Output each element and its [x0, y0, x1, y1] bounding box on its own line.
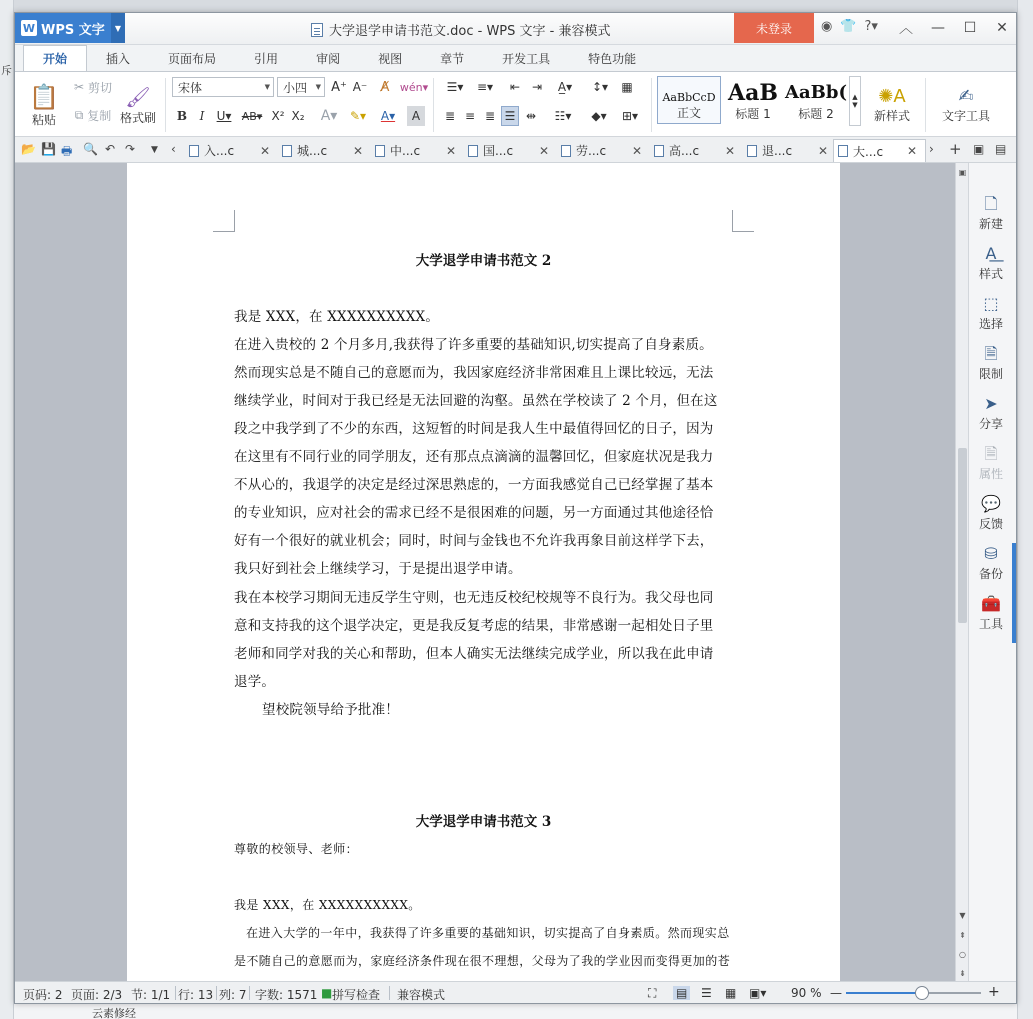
font-color-icon[interactable]: A▾ [380, 109, 396, 123]
distribute-icon[interactable]: ⇹ [525, 109, 537, 123]
margin-marker [213, 210, 235, 232]
text-line: 我是 XXX，在 XXXXXXXXXX。 [234, 898, 421, 912]
task-pane [968, 163, 1012, 981]
properties-icon: 🗎 [984, 444, 998, 463]
paste-button[interactable] [23, 76, 65, 134]
copy-label: 复制 [87, 108, 112, 123]
status-words[interactable]: 字数: 1571 [255, 988, 318, 1002]
title-toolbar [821, 19, 878, 34]
zoom-out-icon[interactable]: — [830, 986, 842, 1000]
prev-page-icon[interactable]: ⇞ [959, 930, 966, 940]
font-size-select[interactable] [277, 77, 325, 97]
text-line: 是不随自己的意愿而为，家庭经济条件现在很不理想，父母为了我的学业因而变得更加的苍 [234, 954, 731, 968]
text-line: 好有一个很好的就业机会；同时，时间与金钱也不允许我再象目前这样学下去， [234, 533, 714, 549]
taskpane-tools[interactable] [969, 593, 1013, 635]
subscript-icon[interactable]: X₂ [291, 109, 305, 123]
tab-home[interactable]: 开始 [23, 45, 87, 71]
new-style-label: 新样式 [873, 109, 910, 123]
app-name: WPS 文字 [41, 22, 105, 38]
toolbox-icon: 🧰 [981, 594, 1001, 613]
text-line: 退学。 [234, 674, 276, 690]
chat-bubble-icon: 💬 [981, 494, 1001, 513]
bold-icon[interactable]: B [176, 109, 188, 123]
taskpane-properties[interactable] [969, 443, 1013, 485]
title-bar [15, 13, 1017, 45]
status-divider [216, 986, 217, 1000]
taskpane-label: 样式 [978, 267, 1003, 281]
skin-icon[interactable]: ◉ [821, 19, 833, 34]
status-divider [249, 986, 250, 1000]
style-preview: AaBb( [785, 82, 847, 103]
zoom-slider-fill [846, 992, 922, 994]
minimize-icon[interactable]: — [931, 20, 945, 36]
table-grid-icon[interactable]: ▦ [621, 80, 633, 94]
text-tools-button[interactable] [933, 78, 999, 132]
document-icon [189, 145, 199, 157]
status-pages: 页面: 2/3 [71, 988, 123, 1002]
status-row: 行: 13 [178, 988, 214, 1002]
document-icon [311, 23, 323, 37]
styles-icon: A͟ [985, 244, 997, 263]
zoom-level[interactable]: 90 % [791, 986, 822, 1000]
new-document-icon: 🗋 [984, 194, 998, 213]
taskpane-label: 新建 [978, 217, 1003, 231]
document-icon [838, 145, 848, 157]
taskpane-label: 工具 [978, 617, 1003, 631]
taskpane-share[interactable] [969, 393, 1013, 435]
file-tab-label: 中...c [390, 144, 421, 158]
file-tab-active[interactable] [833, 139, 926, 162]
style-normal[interactable] [657, 76, 721, 124]
shirt-icon[interactable]: 👕 [840, 19, 857, 34]
document-icon [375, 145, 385, 157]
sort-icon[interactable]: ↕▾ [591, 80, 609, 94]
text-line: 然而现实总是不随自己的意愿而为，我因家庭经济非常困难且上课比较远，无法 [234, 365, 714, 381]
tabs-right-icon[interactable]: › [929, 142, 934, 156]
status-bar [15, 981, 1017, 1003]
scrollbar-thumb[interactable] [958, 448, 967, 623]
file-tab-label: 国...c [483, 144, 514, 158]
tab-page-layout[interactable]: 页面布局 [168, 51, 217, 66]
strikethrough-icon[interactable]: AB▾ [241, 109, 263, 123]
greeting-line: 尊敬的校领导、老师： [234, 842, 359, 856]
scroll-down-icon[interactable]: ▼ [959, 910, 966, 920]
text-line: 我是 XXX，在 XXXXXXXXXX。 [234, 309, 440, 325]
taskpane-label: 选择 [978, 317, 1003, 331]
tab-menu-icon[interactable]: ▤ [995, 142, 1007, 156]
taskpane-feedback[interactable] [969, 493, 1013, 535]
text-line: 老师和同学对我的关心和帮助，但本人确实无法继续完成学业，所以我在此申请 [234, 646, 714, 662]
browse-object-icon[interactable]: ○ [959, 949, 966, 959]
file-tab-label: 城...c [297, 144, 328, 158]
format-painter-label: 格式刷 [119, 110, 156, 125]
vertical-scrollbar[interactable] [955, 163, 968, 981]
pane-edge-handle[interactable] [1012, 543, 1017, 643]
text-tools-label: 文字工具 [941, 109, 990, 123]
style-heading-1[interactable] [723, 76, 783, 124]
status-divider [389, 986, 390, 1000]
file-tab[interactable] [185, 139, 278, 162]
chevron-down-icon[interactable]: ▼ [111, 13, 125, 43]
open-icon[interactable]: 📂 [21, 142, 36, 156]
style-heading-2[interactable] [785, 76, 847, 124]
paste-label: 粘贴 [31, 112, 56, 127]
collapse-ribbon-icon[interactable]: ︿ [899, 21, 913, 37]
taskpane-restrict[interactable] [969, 343, 1013, 385]
print-icon[interactable]: 🖶 [61, 144, 73, 158]
margin-marker [732, 210, 754, 232]
taskpane-label: 备份 [978, 567, 1003, 581]
tab-view[interactable]: 视图 [378, 51, 403, 66]
file-tab[interactable] [278, 139, 371, 162]
file-tab[interactable] [557, 139, 650, 162]
new-style-icon: ✺A [878, 86, 906, 107]
zoom-slider[interactable] [846, 992, 981, 994]
window-title [311, 20, 610, 39]
select-cursor-icon: ⬚ [983, 294, 999, 313]
close-tab-icon[interactable]: ✕ [724, 143, 735, 158]
zoom-in-icon[interactable]: + [988, 984, 1000, 1000]
font-size-value: 小四 [283, 80, 308, 95]
tab-insert[interactable]: 插入 [106, 51, 131, 66]
justify-icon[interactable]: ☰ [501, 106, 519, 126]
text-line: 我只好到社会上继续学习，于是提出退学申请。 [234, 561, 522, 577]
document-icon [468, 145, 478, 157]
style-label: 标题 1 [735, 107, 771, 121]
tab-developer[interactable]: 开发工具 [502, 51, 551, 66]
save-icon[interactable]: 💾 [41, 142, 56, 156]
file-tab[interactable] [371, 139, 464, 162]
char-spacing-icon[interactable]: A̲▾ [557, 80, 573, 94]
text-line: 不从心的，我退学的决定是经过深思熟虑的，一方面我感觉自己已经掌握了基本 [234, 477, 714, 493]
web-view-icon[interactable]: ▦ [725, 986, 737, 1000]
align-center-icon[interactable]: ≡ [464, 109, 476, 123]
taskpane-select[interactable] [969, 293, 1013, 335]
close-tab-icon[interactable]: ✕ [631, 143, 642, 158]
customize-icon[interactable]: ▼ [151, 145, 158, 155]
section-3-title: 大学退学申请书范文 3 [415, 814, 552, 830]
chevron-down-icon: ▼ [264, 83, 270, 91]
window-title-text: 大学退学申请书范文.doc - WPS 文字 - 兼容模式 [329, 24, 611, 39]
style-label: 标题 2 [798, 107, 834, 121]
copy-button[interactable] [69, 106, 117, 124]
ribbon-divider [165, 78, 166, 132]
document-page[interactable] [127, 163, 840, 981]
print-preview-icon[interactable]: 🔍 [83, 142, 98, 156]
close-tab-icon[interactable]: ✕ [906, 144, 917, 158]
file-tab[interactable] [743, 139, 836, 162]
cut-label: 剪切 [87, 80, 112, 95]
increase-indent-icon[interactable]: ⇥ [531, 80, 543, 94]
highlight-icon[interactable]: ✎▾ [349, 109, 367, 123]
fill-color-icon[interactable]: ◆▾ [591, 109, 607, 123]
text-line: 望校院领导给予批准！ [262, 702, 399, 718]
text-tools-icon: ✍ [958, 86, 974, 107]
fullscreen-view-icon[interactable]: ⛶ [648, 986, 657, 1000]
close-tab-icon[interactable]: ✕ [445, 143, 456, 158]
copy-icon: ⧉ [74, 107, 84, 122]
file-tab-label: 入...c [204, 144, 235, 158]
paper-plane-icon: ➤ [984, 394, 998, 413]
text-effect-icon[interactable]: A▾ [320, 108, 338, 124]
tab-review[interactable]: 审阅 [316, 51, 341, 66]
chevron-down-icon: ▼ [315, 83, 321, 91]
zoom-slider-knob[interactable] [915, 986, 929, 1000]
ribbon-home [15, 71, 1017, 137]
taskpane-label: 反馈 [978, 517, 1003, 531]
status-spellcheck[interactable]: 拼写检查 [332, 988, 381, 1002]
clipboard-icon: 📋 [29, 82, 59, 111]
brush-icon: 🖌 [125, 84, 151, 109]
tab-references[interactable]: 引用 [254, 51, 279, 66]
close-tab-icon[interactable]: ✕ [352, 143, 363, 158]
document-workspace[interactable] [15, 163, 968, 981]
taskpane-label: 限制 [978, 367, 1003, 381]
undo-icon[interactable]: ↶ [105, 142, 116, 156]
file-tab-label: 退...c [762, 144, 793, 158]
styles-scroll[interactable]: ▲ ▼ [849, 76, 861, 126]
close-icon[interactable]: ✕ [996, 20, 1008, 36]
desktop-left-strip [0, 0, 14, 1019]
close-tab-icon[interactable]: ✕ [538, 143, 549, 158]
outline-view-icon[interactable]: ☰ [701, 986, 712, 1000]
ribbon-divider [433, 78, 434, 132]
char-shading-icon[interactable]: A [407, 106, 425, 126]
font-name-select[interactable] [172, 77, 274, 97]
underline-icon[interactable]: U▾ [216, 109, 232, 123]
font-name-value: 宋体 [178, 80, 203, 95]
style-label: 正文 [676, 106, 701, 120]
scissors-icon: ✂ [74, 80, 85, 94]
text-line: 的专业知识，应对社会的需求已经不是很困难的问题，另一方面通过其他途径恰 [234, 505, 714, 521]
text-line: 意和支持我的这个退学决定，更是我反复考虑的结果，非常感谢一起相处日子里 [234, 618, 714, 634]
text-line: 我在本校学习期间无违反学生守则，也无违反校纪校规等不良行为。我父母也同 [234, 590, 714, 606]
login-button[interactable]: 未登录 [734, 13, 814, 43]
text-line: 在这里有不同行业的同学朋友，还有那点点滴滴的温馨回忆，但家庭状况是我力 [234, 449, 714, 465]
cut-button[interactable] [69, 78, 117, 96]
new-style-button[interactable] [867, 78, 917, 132]
section-2-title: 大学退学申请书范文 2 [415, 253, 552, 269]
text-line: 在进入大学的一年中，我获得了许多重要的基础知识，切实提高了自身素质。然而现实总 [246, 926, 730, 940]
next-page-icon[interactable]: ⇟ [959, 968, 966, 978]
phonetic-guide-icon[interactable]: wén▾ [399, 80, 429, 94]
maximize-icon[interactable]: ☐ [963, 20, 977, 36]
taskpane-styles[interactable] [969, 243, 1013, 285]
taskpane-backup[interactable] [969, 543, 1013, 585]
desktop-label: 斥 [1, 64, 12, 77]
grow-font-icon[interactable]: A⁺ [331, 79, 347, 95]
clear-format-icon[interactable]: A̸ [380, 79, 390, 95]
italic-icon[interactable]: I [199, 109, 205, 123]
status-divider [175, 986, 176, 1000]
new-tab-icon[interactable]: + [949, 140, 962, 158]
document-tabs-bar [15, 137, 1017, 163]
shrink-font-icon[interactable]: A⁻ [352, 80, 368, 94]
desktop-right-strip [1017, 0, 1033, 1019]
backup-icon: ⛁ [984, 544, 998, 563]
style-preview: AaB [728, 80, 778, 106]
borders-icon[interactable]: ⊞▾ [621, 109, 639, 123]
page-view-icon[interactable]: ▤ [673, 986, 690, 1000]
file-tab-label: 高...c [669, 144, 700, 158]
ribbon-divider [925, 78, 926, 132]
taskpane-new[interactable] [969, 193, 1013, 235]
file-tab-label: 大...c [853, 144, 884, 159]
align-right-icon[interactable]: ≣ [484, 109, 496, 123]
redo-icon[interactable]: ↷ [125, 142, 136, 156]
status-section: 节: 1/1 [131, 988, 171, 1002]
wps-logo-icon: W [22, 21, 36, 35]
tab-list-icon[interactable]: ▣ [973, 142, 985, 156]
text-line: 继续学业，时间对于我已经是无法回避的沟壑。虽然在学校读了 2 个月，但在这 [234, 393, 718, 409]
taskpane-label: 属性 [978, 467, 1003, 481]
app-menu-button[interactable] [15, 13, 125, 43]
tab-features[interactable]: 特色功能 [588, 51, 637, 66]
check-icon: ■ [321, 986, 333, 1000]
ribbon-tabs [15, 45, 1017, 71]
tabs-left-icon[interactable]: ‹ [171, 142, 176, 156]
document-icon [282, 145, 292, 157]
help-icon[interactable]: ?▾ [864, 19, 878, 34]
text-line: 段之中我学到了不少的东西，这短暂的时间是我人生中最值得回忆的日子，因为 [234, 421, 714, 437]
desktop-bottom-strip [14, 1004, 1017, 1019]
file-tab[interactable] [464, 139, 557, 162]
decrease-indent-icon[interactable]: ⇤ [509, 80, 521, 94]
scroll-top-icon[interactable]: ▣ [958, 167, 967, 177]
reading-view-icon[interactable]: ▣▾ [749, 986, 767, 1000]
window-controls [890, 13, 1017, 43]
file-tab-label: 劳...c [576, 144, 607, 158]
status-page-code: 页码: 2 [23, 988, 63, 1002]
taskpane-label: 分享 [978, 417, 1003, 431]
document-icon [747, 145, 757, 157]
format-painter-button[interactable] [117, 76, 159, 134]
file-tab[interactable] [650, 139, 743, 162]
tab-chapter[interactable]: 章节 [440, 51, 465, 66]
document-icon [654, 145, 664, 157]
line-spacing-icon[interactable]: ☷▾ [554, 109, 572, 123]
style-preview: AaBbCcD [662, 91, 716, 104]
status-compat: 兼容模式 [397, 988, 446, 1002]
ribbon-divider [651, 78, 652, 132]
status-col: 列: 7 [219, 988, 247, 1002]
desktop-bottom-text: 云素修经 [92, 1007, 136, 1019]
lock-document-icon: 🗎 [984, 344, 998, 363]
bullets-icon[interactable]: ☰▾ [446, 80, 464, 94]
close-tab-icon[interactable]: ✕ [259, 143, 270, 158]
wps-window [14, 12, 1017, 1004]
align-left-icon[interactable]: ≣ [444, 109, 456, 123]
superscript-icon[interactable]: X² [271, 109, 285, 123]
document-icon [561, 145, 571, 157]
text-line: 在进入贵校的 2 个月多月,我获得了许多重要的基础知识,切实提高了自身素质。 [234, 337, 713, 353]
close-tab-icon[interactable]: ✕ [817, 143, 828, 158]
numbering-icon[interactable]: ≡▾ [476, 80, 494, 94]
